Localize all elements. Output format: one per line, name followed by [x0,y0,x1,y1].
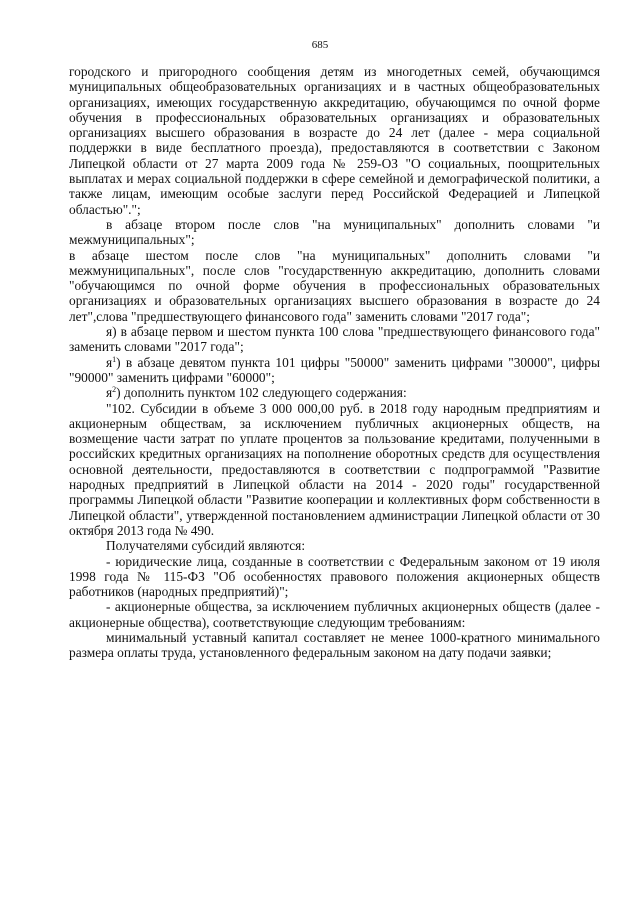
paragraph-6-superscript: 2 [112,385,117,395]
paragraph-5-superscript: 1 [112,354,117,364]
paragraph-3: в абзаце шестом после слов "на муниципальных" дополнить словами "и межмуниципальных", после слов "государственную аккредитацию, дополнить словами "обучающимся по очной форме обучения в профессиональных образовательных организациях и образовательных организациях высшего образования в возрасте до 24 лет",слова "предшествующего финансового года" заменить словами "2017 года"; [69,247,600,324]
document-body [69,64,600,661]
page-number: 685 [311,39,329,51]
paragraph-4: я) в абзаце первом и шестом пункта 100 слова "предшествующего финансового года" заменить словами "2017 года"; [69,324,600,355]
paragraph-6 [69,385,600,400]
paragraph-6-letter: я [106,385,113,401]
paragraph-7: "102. Субсидии в объеме 3 000 000,00 руб. в 2018 году народным предприятиям и акционерным обществам, за исключением публичных акционерных обществ, на возмещение части затрат по уплате процентов за пользование кредитами, полученными в российских кредитных организациях на пополнение оборотных средств для осуществления основной деятельности, предоставляются в соответствии с подпрограммой "Развитие народных предприятий в Липецкой области на 2014 - 2020 годы" государственной программы Липецкой области "Развитие кооперации и коллективных форм собственности в Липецкой области", утвержденной постановлением администрации Липецкой области от 30 октября 2013 года № 490. [69,400,600,538]
paragraph-5 [69,355,600,386]
paragraph-1: городского и пригородного сообщения детям из многодетных семей, обучающимся муниципальных общеобразовательных организациях и в частных общеобразовательных организациях, имеющих государственную аккредитацию, обучающимся по очной форме обучения в профессиональных образовательных организациях и образовательных организациях высшего образования в возрасте до 24 лет (далее - мера социальной поддержки в виде бесплатного проезда), предоставляются в соответствии с Законом Липецкой области от 27 марта 2009 года № 259-ОЗ "О социальных, поощрительных выплатах и мерах социальной поддержки в сфере семейной и демографической политики, а также лицам, имеющим особые заслуги перед Российской Федерацией и Липецкой областью"."; [69,64,600,217]
paragraph-11: минимальный уставный капитал составляет не менее 1000-кратного минимального размера оплаты труда, установленного федеральным законом на дату подачи заявки; [69,629,600,661]
paragraph-10: - акционерные общества, за исключением публичных акционерных обществ (далее - акционерные общества), соответствующие следующим требованиям: [69,599,600,630]
paragraph-2: в абзаце втором после слов "на муниципальных" дополнить словами "и межмуниципальных"; [69,216,600,248]
paragraph-5-letter: я [106,354,113,370]
paragraph-9: - юридические лица, созданные в соответствии с Федеральным законом от 19 июля 1998 года № 115-ФЗ "Об особенностях правового положения акционерных обществ работников (народных предприятий)"; [69,553,600,600]
paragraph-5-text: ) в абзаце девятом пункта 101 цифры "50000" заменить цифрами "30000", цифры "90000" заменить цифрами "60000"; [69,354,600,385]
paragraph-8: Получателями субсидий являются: [106,538,306,554]
paragraph-6-text: ) дополнить пунктом 102 следующего содержания: [116,385,407,401]
